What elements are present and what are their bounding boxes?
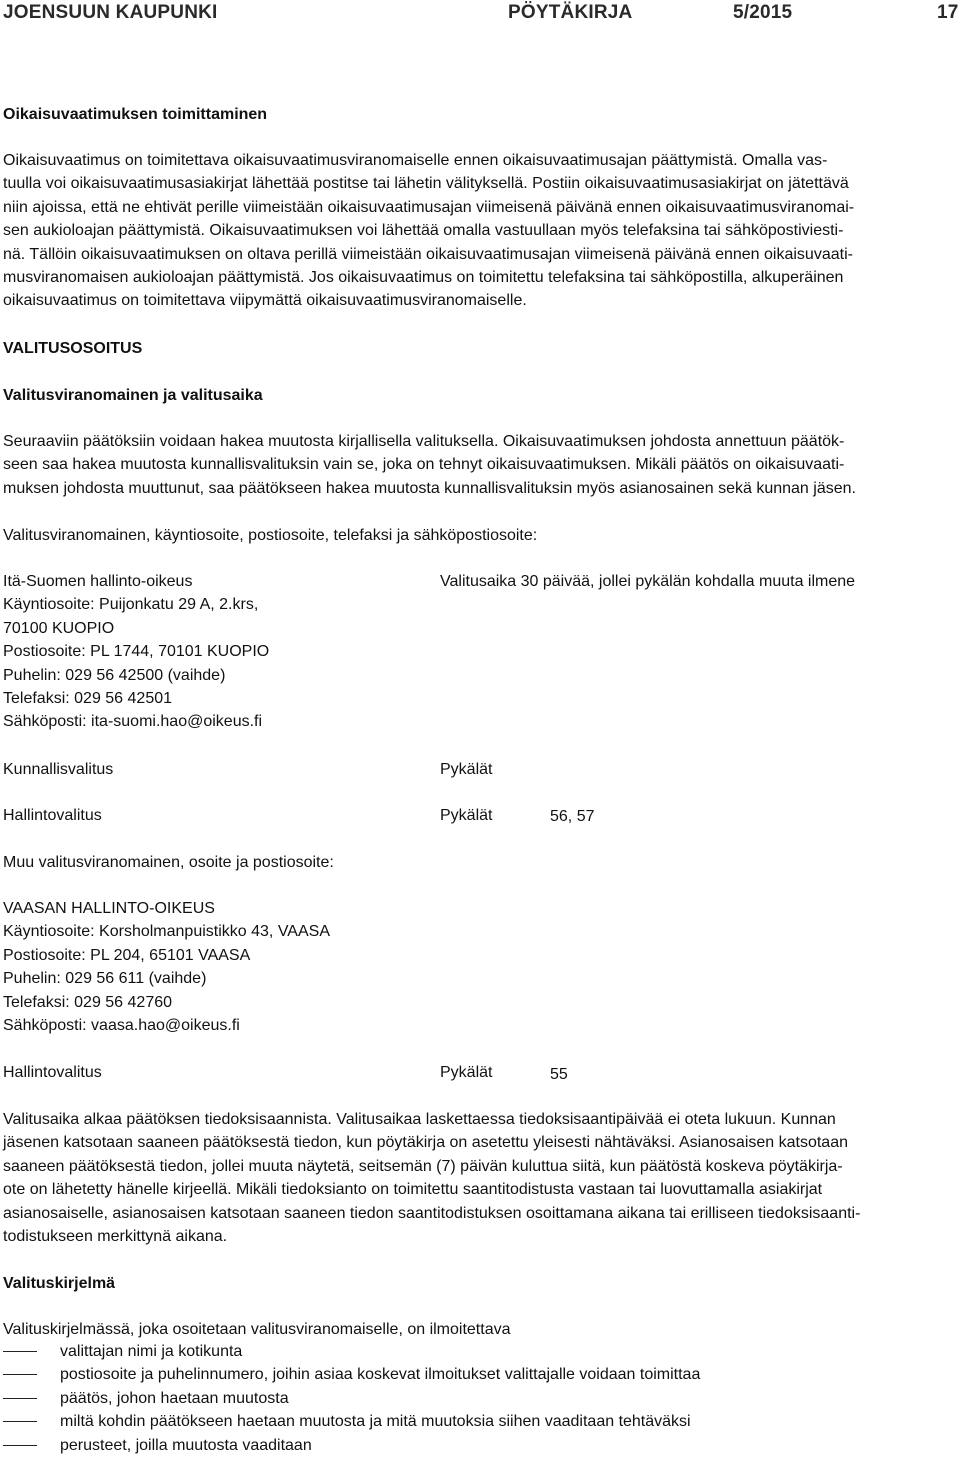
dash-bullet-icon: [3, 1398, 37, 1399]
kunnallisvalitus-label: Kunnallisvalitus: [3, 761, 114, 778]
text-line: Seuraaviin päätöksiin voidaan hakea muutosta kirjallisella valituksella. Oikaisuvaatimuksen johdosta annettuun päätök-: [3, 433, 845, 450]
text-line: Oikaisuvaatimus on toimitettava oikaisuvaatimusviranomaiselle ennen oikaisuvaatimusajan päättymistä. Omalla vas-: [3, 152, 828, 169]
kirjelma-intro: Valituskirjelmässä, joka osoitetaan valitusviranomaiselle, on ilmoitettava: [3, 1321, 511, 1338]
dash-bullet-icon: [3, 1445, 37, 1446]
text-line: Valitusaika alkaa päätöksen tiedoksisaannista. Valitusaikaa laskettaessa tiedoksisaantipäivää ei oteta lukuun. Kunnan: [3, 1111, 836, 1128]
court1-address: [3, 570, 423, 734]
list-item-text: postiosoite ja puhelinnumero, joihin asiaa koskevat ilmoitukset valittajalle voidaan toimittaa: [60, 1366, 701, 1384]
kunnallisvalitus-pykalat-label: Pykälät: [440, 761, 493, 778]
text-line: asianosaiselle, asianosaisen katsotaan saaneen tiedon saantitodistuksen osoittamana aikana tai erilliseen tiedoksisaanti-: [3, 1204, 861, 1222]
text-line: niin ajoissa, että ne ehtivät perille viimeistään oikaisuvaatimusajan viimeisenä päivänä ennen oikaisuvaatimusviranomai-: [3, 198, 855, 216]
header-page-number: 17: [937, 2, 959, 23]
address-line: Postiosoite: PL 1744, 70101 KUOPIO: [3, 643, 270, 661]
oikaisu-paragraph: [3, 149, 958, 313]
address-line: VAASAN HALLINTO-OIKEUS: [3, 900, 215, 917]
list-item-text: miltä kohdin päätökseen haetaan muutosta ja mitä muutoksia siihen vaaditaan tehtäväksi: [60, 1413, 691, 1431]
hallintovalitus-pykalat-value: 56, 57: [550, 808, 595, 825]
text-line: musviranomaisen aukioloajan päättymistä. Jos oikaisuvaatimus on toimitettu telefaksina tai sähköpostilla, alkuperäinen: [3, 269, 844, 287]
list-item-text: perusteet, joilla muutosta vaaditaan: [60, 1436, 312, 1454]
address-line: Puhelin: 029 56 611 (vaihde): [3, 970, 207, 988]
address-line: Itä-Suomen hallinto-oikeus: [3, 573, 193, 590]
section-heading-oikaisu: Oikaisuvaatimuksen toimittaminen: [3, 106, 268, 123]
section-heading-valitusosoitus: VALITUSOSOITUS: [3, 340, 143, 357]
list-item-text: päätös, johon haetaan muutosta: [60, 1389, 289, 1407]
hallintovalitus-label: Hallintovalitus: [3, 807, 102, 824]
text-line: todistukseen merkittynä aikana.: [3, 1228, 228, 1246]
address-label: Valitusviranomainen, käyntiosoite, postiosoite, telefaksi ja sähköpostiosoite:: [3, 527, 538, 544]
valitusaika-paragraph: [3, 1108, 958, 1248]
hallintovalitus2-label: Hallintovalitus: [3, 1064, 102, 1081]
text-line: nä. Tällöin oikaisuvaatimuksen on oltava perillä viimeistään oikaisuvaatimusajan viimeisenä päivänä ennen oikaisuvaati-: [3, 245, 853, 263]
address-line: Käyntiosoite: Korsholmanpuistikko 43, VAASA: [3, 923, 330, 941]
address-line: Käyntiosoite: Puijonkatu 29 A, 2.krs,: [3, 596, 259, 614]
court2-address: [3, 897, 423, 1037]
header-doc-number: 5/2015: [733, 2, 793, 23]
text-line: sen aukioloajan päättymistä. Oikaisuvaatimuksen voi lähettää omalla vastuullaan myös telefaksina tai sähköpostiviesti-: [3, 222, 844, 240]
email-link[interactable]: Sähköposti: vaasa.hao@oikeus.fi: [3, 1017, 240, 1035]
hallintovalitus-pykalat-label: Pykälät: [440, 807, 493, 824]
hallintovalitus2-pykalat-value: 55: [550, 1066, 568, 1083]
header-doc-type: PÖYTÄKIRJA: [508, 2, 633, 23]
address-line: Telefaksi: 029 56 42501: [3, 690, 173, 708]
section-heading-valituskirjelma: Valituskirjelmä: [3, 1275, 116, 1292]
text-line: muksen johdosta muuttunut, saa päätökseen hakea muutosta kunnallisvalituksin myös asianosainen sekä kunnan jäsen.: [3, 479, 856, 497]
text-line: seen saa hakea muutosta kunnallisvalituksin vain se, joka on tehnyt oikaisuvaatimuksen. Mikäli päätös on oikaisuvaati-: [3, 456, 845, 474]
text-line: ote on lähetetty hänelle kirjeellä. Mikäli tiedoksianto on toimitettu saantitodistusta vastaan tai luovuttamalla asiakirjat: [3, 1181, 823, 1199]
dash-bullet-icon: [3, 1374, 37, 1375]
header-org: JOENSUUN KAUPUNKI: [3, 2, 218, 23]
text-line: saaneen päätöksestä tiedon, jollei muuta näytetä, seitsemän (7) päivän kuluttua siitä, kun päätöstä koskeva pöytäkirja-: [3, 1157, 843, 1175]
text-line: oikaisuvaatimus on toimitettava viipymättä oikaisuvaatimusviranomaiselle.: [3, 292, 527, 310]
list-item-text: valittajan nimi ja kotikunta: [60, 1343, 243, 1360]
address-line: Postiosoite: PL 204, 65101 VAASA: [3, 946, 251, 964]
hallintovalitus2-pykalat-label: Pykälät: [440, 1064, 493, 1081]
address-line: Telefaksi: 029 56 42760: [3, 993, 173, 1011]
text-line: tuulla voi oikaisuvaatimusasiakirjat lähettää postitse tai lähetin välityksellä. Postiin oikaisuvaatimusasiakirjat on jätettävä: [3, 175, 849, 193]
address-line: 70100 KUOPIO: [3, 619, 115, 637]
subheading-valitusviranomainen: Valitusviranomainen ja valitusaika: [3, 387, 263, 404]
valitus-intro-paragraph: [3, 430, 958, 500]
dash-bullet-icon: [3, 1421, 37, 1422]
address-line: Puhelin: 029 56 42500 (vaihde): [3, 666, 226, 684]
dash-bullet-icon: [3, 1351, 37, 1352]
email-link[interactable]: Sähköposti: ita-suomi.hao@oikeus.fi: [3, 713, 263, 731]
text-line: jäsenen katsotaan saaneen päätöksestä tiedon, kun pöytäkirja on asetettu yleisesti nähtäväksi. Asianosaisen katsotaan: [3, 1134, 848, 1152]
valitusaika-note: Valitusaika 30 päivää, jollei pykälän kohdalla muuta ilmene: [440, 573, 856, 590]
muu-viranomainen-label: Muu valitusviranomainen, osoite ja postiosoite:: [3, 854, 334, 871]
